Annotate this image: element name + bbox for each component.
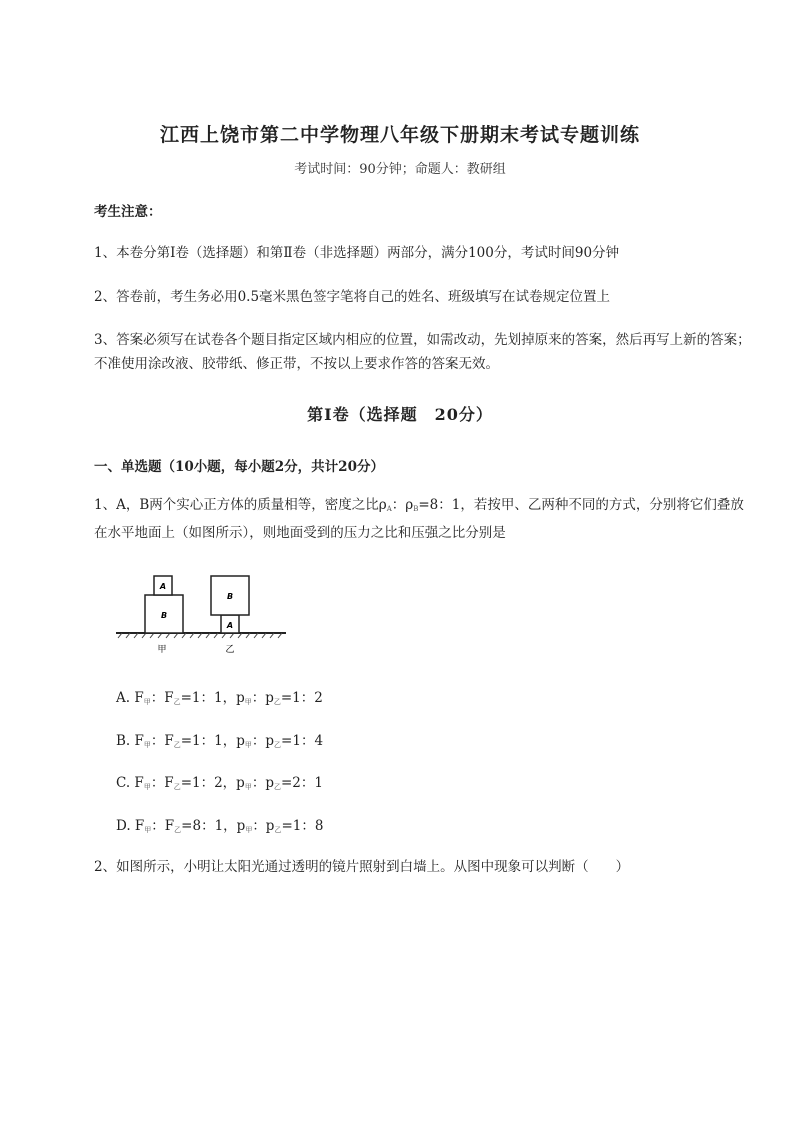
option-c[interactable] xyxy=(116,771,323,792)
option-a-mid: ：F xyxy=(150,690,174,706)
question-2-stem: 2、如图所示，小明让太阳光通过透明的镜片照射到白墙上。从图中现象可以判断（ ） xyxy=(94,859,630,875)
option-b-sub-3: 甲 xyxy=(244,741,252,749)
section-title: 第Ⅰ卷（选择题 20分） xyxy=(307,405,493,424)
caption-yi: 乙 xyxy=(225,645,235,655)
jia-label-a: A xyxy=(159,582,167,591)
option-b-p-ratio: =1：4 xyxy=(281,733,324,749)
q1-sub-a: A xyxy=(386,505,392,513)
option-b[interactable] xyxy=(116,729,323,750)
option-d-sub-2: 乙 xyxy=(174,826,182,834)
option-b-sub-4: 乙 xyxy=(274,741,282,749)
option-d-p-mid: ：p xyxy=(252,818,275,834)
option-d-sub-1: 甲 xyxy=(144,826,152,834)
option-a-p-ratio: =1：2 xyxy=(280,690,323,706)
option-a-letter: A. F xyxy=(116,690,144,706)
caption-jia: 甲 xyxy=(157,645,167,655)
option-a-f-ratio: =1：1，p xyxy=(180,690,245,706)
q1-text-b: ：ρ xyxy=(391,497,414,513)
notice-item-3: 3、答案必须写在试卷各个题目指定区域内相应的位置，如需改动，先划掉原来的答案，然后再写上新的答案；不准使用涂改液、胶带纸、修正带，不按以上要求作答的答案无效。 xyxy=(94,332,751,372)
option-d-sub-3: 甲 xyxy=(245,826,253,834)
option-a-sub-2: 乙 xyxy=(173,698,181,706)
option-b-p-mid: ：p xyxy=(251,733,275,749)
option-b-mid: ：F xyxy=(150,733,174,749)
option-c-sub-4: 乙 xyxy=(273,783,281,791)
option-a-sub-3: 甲 xyxy=(244,698,252,706)
option-d-p-ratio: =1：8 xyxy=(281,818,324,834)
option-c-mid: ：F xyxy=(150,775,174,791)
yi-label-b: B xyxy=(226,592,234,601)
part-heading: 一、单选题（10小题，每小题2分，共计20分） xyxy=(94,459,384,475)
option-d-f-ratio: =8：1，p xyxy=(181,818,246,834)
option-c-p-mid: ：p xyxy=(251,775,274,791)
exam-subtitle: 考试时间：90分钟；命题人：教研组 xyxy=(294,162,506,177)
option-a-sub-4: 乙 xyxy=(273,698,281,706)
option-a[interactable] xyxy=(116,686,323,707)
option-b-sub-2: 乙 xyxy=(173,741,181,749)
notice-item-2: 2、答卷前，考生务必用0.5毫米黑色签字笔将自己的姓名、班级填写在试卷规定位置上 xyxy=(94,289,611,305)
q1-text-c: =8：1，若按甲、乙两种不同的方式，分别将它们叠放在水平地面上（如图所示），则地面受到的压力之比和压强之比分别是 xyxy=(94,497,744,541)
blocks-diagram xyxy=(116,570,296,656)
option-b-f-ratio: =1：1，p xyxy=(180,733,245,749)
option-c-sub-3: 甲 xyxy=(244,783,252,791)
option-d-mid: ：F xyxy=(151,818,175,834)
option-a-sub-1: 甲 xyxy=(143,698,151,706)
exam-title: 江西上饶市第二中学物理八年级下册期末考试专题训练 xyxy=(159,124,640,146)
jia-label-b: B xyxy=(160,611,168,620)
question-1-stem xyxy=(94,493,754,545)
yi-label-a: A xyxy=(226,621,234,630)
option-c-f-ratio: =1：2，p xyxy=(180,775,245,791)
option-d-letter: D. F xyxy=(116,818,145,834)
option-d[interactable] xyxy=(116,814,323,835)
question-1-figure xyxy=(116,570,296,660)
option-a-p-mid: ：p xyxy=(251,690,274,706)
option-b-sub-1: 甲 xyxy=(143,741,151,749)
notice-heading: 考生注意： xyxy=(94,204,162,220)
option-c-letter: C. F xyxy=(116,775,144,791)
option-c-sub-2: 乙 xyxy=(173,783,181,791)
option-d-sub-4: 乙 xyxy=(274,826,282,834)
option-c-p-ratio: =2：1 xyxy=(280,775,323,791)
q1-text-a: 1、A，B两个实心正方体的质量相等，密度之比ρ xyxy=(94,497,387,513)
option-c-sub-1: 甲 xyxy=(143,783,151,791)
notice-item-1: 1、本卷分第Ⅰ卷（选择题）和第Ⅱ卷（非选择题）两部分，满分100分，考试时间90分钟 xyxy=(94,245,620,261)
q1-sub-b: B xyxy=(413,505,419,513)
option-b-letter: B. F xyxy=(116,733,144,749)
